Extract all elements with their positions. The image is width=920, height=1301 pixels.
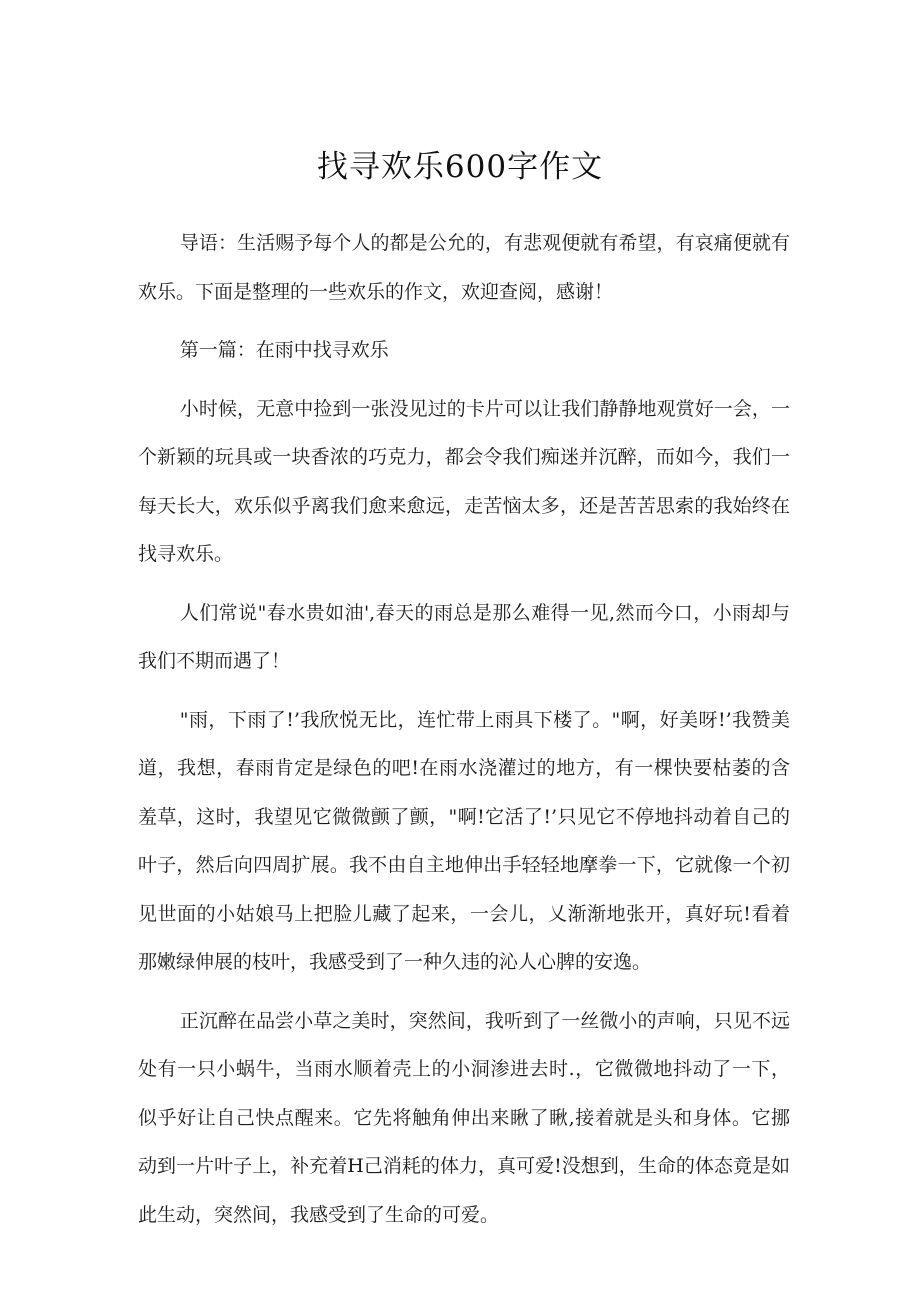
section-heading: 第一篇：在雨中找寻欢乐	[179, 339, 389, 361]
body-paragraph: 人们常说"春水贵如油',春天的雨总是那么难得一见,然而今口，小雨却与我们不期而遇了！	[138, 601, 790, 672]
document-title: 找寻欢乐600字作文	[316, 149, 604, 185]
intro-paragraph: 导语：生活赐予每个人的都是公允的，有悲观便就有希望，有哀痛便就有欢乐。下面是整理的一些欢乐的作文，欢迎查阅，感谢！	[138, 232, 790, 303]
document-body	[138, 219, 790, 1249]
body-paragraph: 小时候，无意中捡到一张没见过的卡片可以让我们静静地观赏好一会，一个新颖的玩具或一块香浓的巧克力，都会令我们痴迷并沉醉，而如今，我们一每天长大，欢乐似乎离我们愈来愈远，走苦恼太多，还是苦苦思索的我始终在找寻欢乐。	[138, 397, 790, 565]
body-paragraph: 正沉醉在品尝小草之美时，突然间，我听到了一丝微小的声响，只见不远处有一只小蜗牛，当雨水顺着壳上的小洞渗进去时.，它微微地抖动了一下，似乎好让自己快点醒来。它先将触角伸出来瞅了瞅,接着就是头和身体。它挪动到一片叶子上，补充着H己消耗的体力，真可爱!没想到，生命的体态竟是如此生动，突然间，我感受到了生命的可爱。	[138, 1009, 790, 1226]
body-paragraph: "雨，下雨了!’我欣悦无比，连忙带上雨具下楼了。"啊，好美呀!’我赞美道，我想，春雨肯定是绿色的吧!在雨水浇灌过的地方，有一棵快要枯萎的含羞草，这时，我望见它微微颤了颤，"啊!它活了!’只见它不停地抖动着自己的叶子，然后向四周扩展。我不由自主地伸出手轻轻地摩拳一下，它就像一个初见世面的小姑娘马上把脸儿藏了起来，一会儿，乂渐渐地张开，真好玩!看着那嫩绿伸展的枝叶，我感受到了一种久违的沁人心脾的安逸。	[138, 708, 790, 973]
